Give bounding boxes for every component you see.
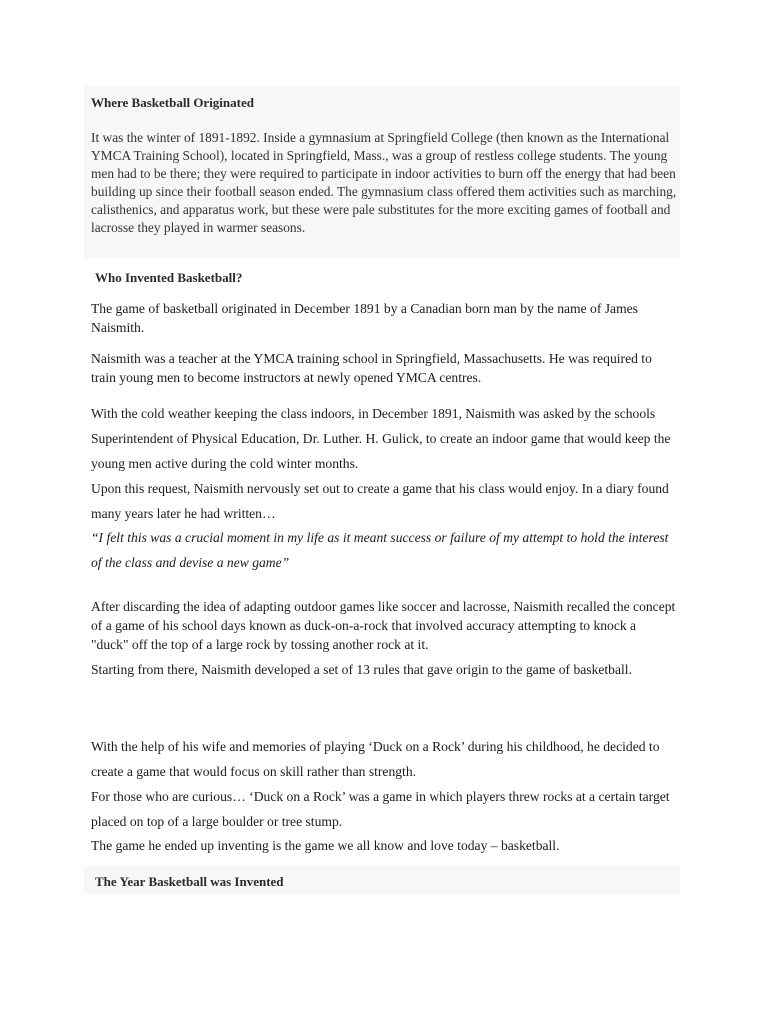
inventor-heading: Who Invented Basketball? bbox=[95, 270, 243, 285]
inventor-paragraph-2: Naismith was a teacher at the YMCA training school in Springfield, Massachusetts. He was required to train young men to become instructors at newly opened YMCA centres. bbox=[91, 351, 652, 385]
inventor-paragraph-9: The game he ended up inventing is the game we all know and love today – basketball. bbox=[91, 838, 560, 853]
inventor-paragraph-4: Upon this request, Naismith nervously set out to create a game that his class would enjoy. In a diary found many years later he had written… bbox=[91, 481, 669, 521]
inventor-paragraph-3: With the cold weather keeping the class indoors, in December 1891, Naismith was asked by the schools Superintendent of Physical Education, Dr. Luther. H. Gulick, to create an indoor game that would keep the young men active during the cold winter months. bbox=[91, 406, 671, 471]
inventor-paragraph-1: The game of basketball originated in December 1891 by a Canadian born man by the name of James Naismith. bbox=[91, 301, 638, 335]
inventor-paragraph-7: With the help of his wife and memories of playing ‘Duck on a Rock’ during his childhood, he decided to create a game that would focus on skill rather than strength. bbox=[91, 739, 660, 779]
year-heading: The Year Basketball was Invented bbox=[95, 874, 284, 889]
inventor-paragraph-5: After discarding the idea of adapting outdoor games like soccer and lacrosse, Naismith recalled the concept of a game of his school days known as duck-on-a-rock that involved accuracy attempting to knock a "duck" off the top of a large rock by tossing another rock at it. bbox=[91, 599, 676, 652]
naismith-diary-quote: “I felt this was a crucial moment in my life as it meant success or failure of my attempt to hold the interest of the class and devise a new game” bbox=[91, 530, 669, 570]
inventor-paragraph-8: For those who are curious… ‘Duck on a Rock’ was a game in which players threw rocks at a certain target placed on top of a large boulder or tree stump. bbox=[91, 789, 670, 829]
inventor-paragraph-6: Starting from there, Naismith developed a set of 13 rules that gave origin to the game of basketball. bbox=[91, 662, 632, 677]
origin-paragraph: It was the winter of 1891-1892. Inside a gymnasium at Springfield College (then known as the International YMCA Training School), located in Springfield, Mass., was a group of restless college students. The young men had to be there; they were required to participate in indoor activities to burn off the energy that had been building up since their football season ended. The gymnasium class offered them activities such as marching, calisthenics, and apparatus work, but these were pale substitutes for the more exciting games of football and lacrosse they played in warmer seasons. bbox=[91, 130, 677, 235]
origin-heading: Where Basketball Originated bbox=[91, 95, 254, 110]
